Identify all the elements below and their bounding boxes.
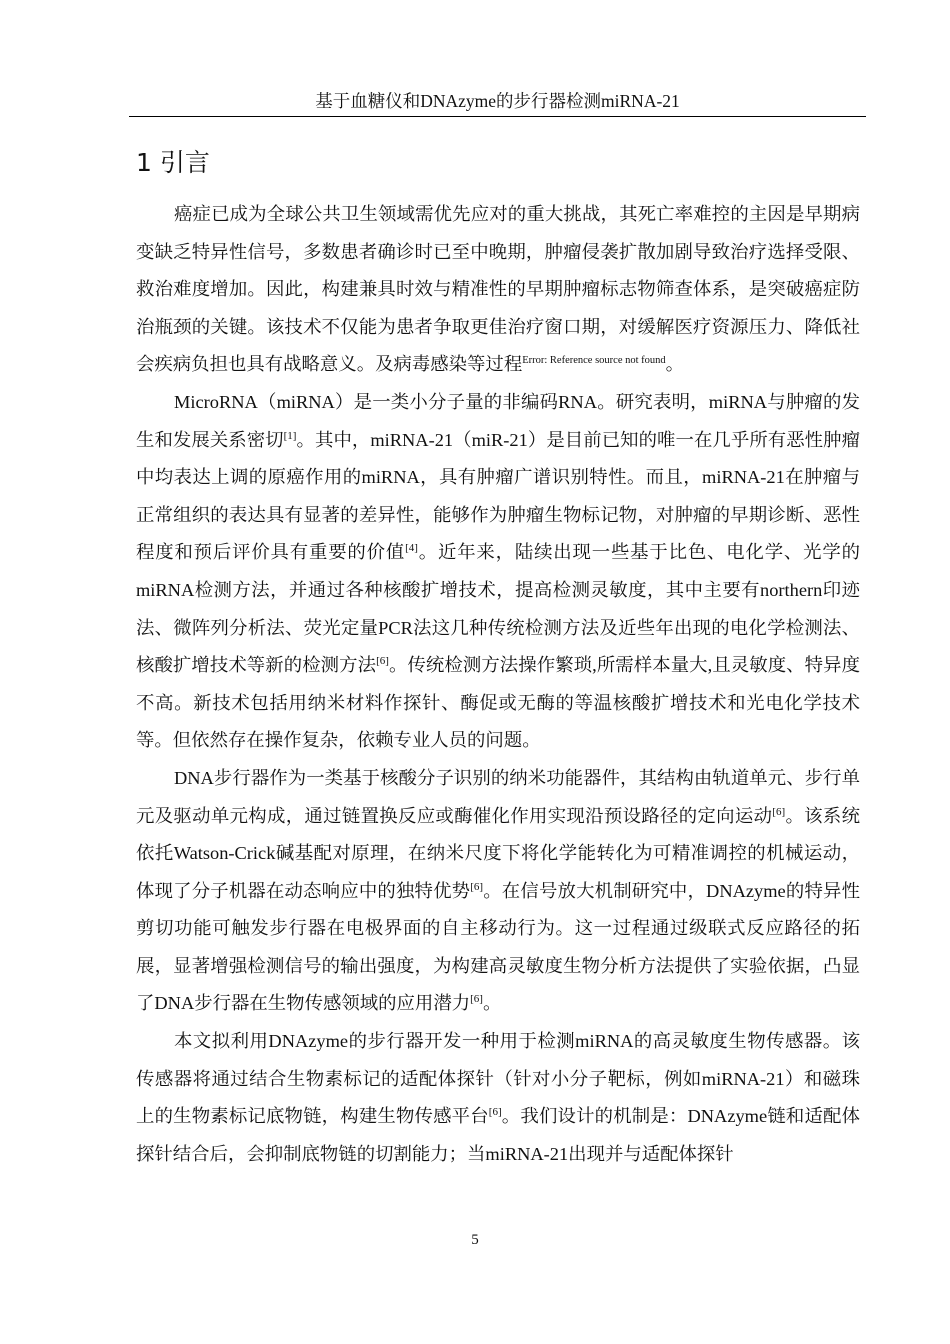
page-number: 5 <box>471 1232 479 1248</box>
citation: [6] <box>470 993 483 1006</box>
reference-error: Error: Reference source not found <box>522 355 666 367</box>
paragraph-text: 。在信号放大机制研究中，DNAzyme的特异性剪切功能可触发步行器在电极界面的自主移动行为。这一过程通过级联式反应路径的拓展，显著增强检测信号的输出强度，为构建高灵敏度生物分析方法提供了实验依据，凸显了DNA步行器在生物传感领域的应用潜力 <box>136 880 860 1014</box>
citation: [6] <box>772 805 786 818</box>
paragraph-text: MicroRNA（miRNA）是一类小分子量的非编码RNA。研究表明，miRNA与肿瘤的发生和发展关系密切 <box>136 391 860 450</box>
citation: [1] <box>283 429 297 442</box>
paragraph-cancer-background <box>136 196 860 384</box>
paragraph-text: 。其中，miRNA-21（miR-21）是目前已知的唯一在几乎所有恶性肿瘤中均表达上调的原癌作用的miRNA，具有肿瘤广谱识别特性。而且，miRNA-21在肿瘤与正常组织的表达具有显著的差异性，能够作为肿瘤生物标记物，对肿瘤的早期诊断、恶性程度和预后评价具有重要的价值 <box>136 429 860 563</box>
citation: [4] <box>405 542 418 555</box>
running-header: 基于血糖仪和DNAzyme的步行器检测miRNA-21 <box>129 86 866 117</box>
citation: [6] <box>488 1106 502 1119</box>
paragraph-text: 。传统检测方法操作繁琐,所需样本量大,且灵敏度、特异度不高。新技术包括用纳米材料作探针、酶促或无酶的等温核酸扩增技术和光电化学技术等。但依然存在操作复杂，依赖专业人员的问题。 <box>136 655 860 751</box>
paragraph-biosensor-design <box>136 1023 860 1173</box>
citation: [6] <box>470 880 484 893</box>
section-heading: 1 引言 <box>136 148 210 177</box>
body-text <box>136 196 860 1173</box>
paragraph-text: 癌症已成为全球公共卫生领域需优先应对的重大挑战，其死亡率难控的主因是早期病变缺乏特异性信号，多数患者确诊时已至中晚期，肿瘤侵袭扩散加剧导致治疗选择受限、救治难度增加。因此，构建兼具时效与精准性的早期肿瘤标志物筛查体系，是突破癌症防治瓶颈的关键。该技术不仅能为患者争取更佳治疗窗口期，对缓解医疗资源压力、降低社会疾病负担也具有战略意义。及病毒感染等过程 <box>136 204 860 375</box>
citation: [6] <box>376 655 389 667</box>
paragraph-text: 。 <box>482 993 502 1014</box>
paragraph-text: 。我们设计的机制是：DNAzyme链和适配体探针结合后，会抑制底物链的切割能力；当miRNA-21出现并与适配体探针 <box>136 1106 860 1164</box>
paragraph-text: 。近年来，陆续出现一些基于比色、电化学、光学的miRNA检测方法，并通过各种核酸扩增技术，提高检测灵敏度，其中主要有northern印迹法、微阵列分析法、荧光定量PCR法这几种传统检测方法及近些年出现的电化学检测法、核酸扩增技术等新的检测方法 <box>136 542 860 676</box>
paragraph-text: 。 <box>665 354 685 375</box>
paragraph-text: 。该系统依托Watson-Crick碱基配对原理，在纳米尺度下将化学能转化为可精准调控的机械运动，体现了分子机器在动态响应中的独特优势 <box>136 805 860 901</box>
paragraph-text: DNA步行器作为一类基于核酸分子识别的纳米功能器件，其结构由轨道单元、步行单元及驱动单元构成，通过链置换反应或酶催化作用实现沿预设路径的定向运动 <box>136 767 860 826</box>
paragraph-mirna <box>136 384 860 760</box>
paragraph-dna-walker <box>136 760 860 1023</box>
paragraph-text: 本文拟利用DNAzyme的步行器开发一种用于检测miRNA的高灵敏度生物传感器。该传感器将通过结合生物素标记的适配体探针（针对小分子靶标，例如miRNA-21）和磁珠上的生物素标记底物链，构建生物传感平台 <box>136 1031 860 1127</box>
